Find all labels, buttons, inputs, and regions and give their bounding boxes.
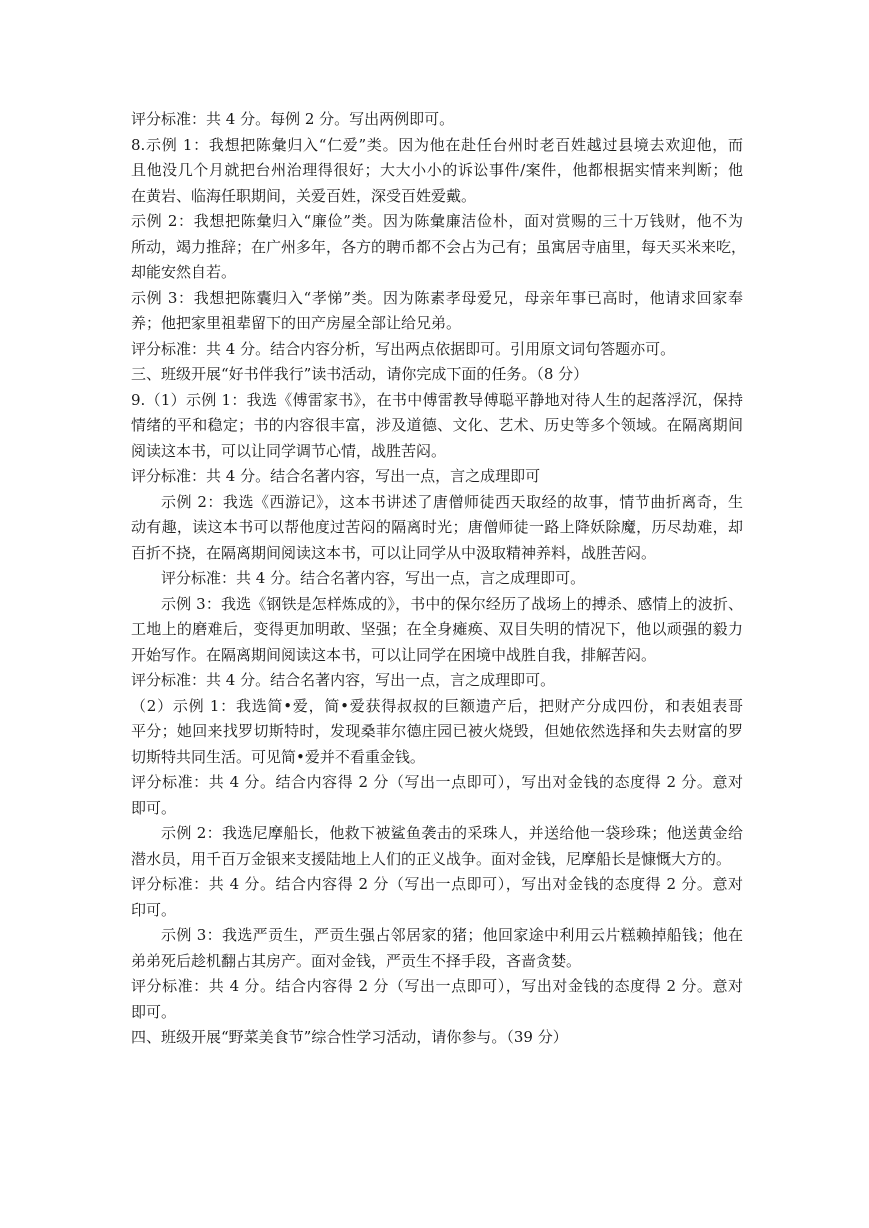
answer-9-2-example-1: （2）示例 1：我选简•爱，简•爱获得叔叔的巨额遗产后，把财产分成四份，和表姐表哥 (131, 696, 743, 715)
answer-9-1-example-3: 示例 3：我选《钢铁是怎样炼成的》，书中的保尔经历了战场上的搏杀、感情上的波折、 (161, 594, 743, 613)
answer-9-1-example-1-cont: 情绪的平和稳定；书的内容很丰富，涉及道德、文化、艺术、历史等多个领域。在隔离期间 (131, 416, 743, 434)
answer-8-example-1-end: 在黄岩、临海任职期间，关爱百姓，深受百姓爱戴。 (131, 186, 477, 205)
scoring-note-end: 印可。 (131, 900, 177, 919)
answer-8-example-2: 示例 2：我想把陈彙归入“廉俭”类。因为陈彙廉洁俭朴，面对赏赐的三十万钱财，他不为 (131, 212, 743, 230)
answer-8-example-1: 8.示例 1：我想把陈彙归入“仁爱”类。因为他在赴任台州时老百姓越过县境去欢迎他，而 (131, 135, 743, 154)
answer-8-example-3-end: 养；他把家里祖辈留下的田产房屋全部让给兄弟。 (131, 314, 462, 332)
scoring-note-end: 即可。 (131, 1002, 177, 1021)
answer-9-1-example-1: 9.（1）示例 1：我选《傅雷家书》，在书中傅雷教导傅聪平静地对待人生的起落浮沉，保持 (131, 390, 743, 409)
answer-8-example-3: 示例 3：我想把陈囊归入“孝悌”类。因为陈素孝母爱兄，母亲年事已高时，他请求回家奉 (131, 288, 743, 307)
scoring-note: 评分标准：共 4 分。结合内容得 2 分（写出一点即可），写出对金钱的态度得 2 分。意对 (131, 875, 743, 893)
scoring-note: 评分标准：共 4 分。结合名著内容，写出一点，言之成理即可。 (131, 671, 556, 689)
scoring-note: 评分标准：共 4 分。每例 2 分。写出两例即可。 (131, 110, 455, 128)
section-heading: 四、班级开展“野菜美食节”综合性学习活动，请你参与。（39 分） (131, 1028, 568, 1046)
answer-8-example-2-cont: 所动，竭力推辞；在广州多年，各方的聘币都不会占为己有；虽寓居寺庙里，每天买米来吃， (131, 237, 747, 256)
scoring-note: 评分标准：共 4 分。结合内容分析，写出两点依据即可。引用原文词句答题亦可。 (131, 339, 676, 358)
answer-9-1-example-2-end: 百折不挠，在隔离期间阅读这本书，可以让同学从中汲取精神养料，战胜苦闷。 (131, 543, 657, 562)
answer-9-2-example-3: 示例 3：我选严贡生，严贡生强占邻居家的猪；他回家途中利用云片糕赖掉船钱；他在 (161, 926, 743, 944)
answer-9-2-example-1-cont: 平分；她回来找罗切斯特时，发现桑菲尔德庄园已被火烧毁，但她依然选择和失去财富的罗 (131, 722, 743, 740)
scoring-note: 评分标准：共 4 分。结合名著内容，写出一点，言之成理即可。 (161, 569, 586, 587)
answer-8-example-2-end: 却能安然自若。 (131, 263, 237, 281)
answer-9-1-example-1-end: 阅读这本书，可以让同学调节心情，战胜苦闷。 (131, 441, 447, 460)
section-heading: 三、班级开展“好书伴我行”读书活动，请你完成下面的任务。（8 分） (131, 365, 589, 383)
answer-9-2-example-2-end: 潜水员，用千百万金银来支援陆地上人们的正义战争。面对金钱，尼摩船长是慷慨大方的。 (131, 849, 732, 868)
answer-9-2-example-3-end: 弟弟死后趁机翻占其房产。面对金钱，严贡生不择手段，吝啬贪婪。 (131, 951, 582, 970)
answer-9-2-example-2: 示例 2：我选尼摩船长，他救下被鲨鱼袭击的采珠人，并送给他一袋珍珠；他送黄金给 (161, 824, 743, 842)
answer-9-1-example-2-cont: 动有趣，读这本书可以帮他度过苦闷的隔离时光；唐僧师徒一路上降妖除魔，历尽劫难，却 (131, 518, 743, 536)
document-page (131, 107, 747, 1051)
scoring-note: 评分标准：共 4 分。结合内容得 2 分（写出一点即可），写出对金钱的态度得 2 分。意对 (131, 977, 743, 995)
answer-9-1-example-3-cont: 工地上的磨难后，变得更加明敢、坚强；在全身瘫痪、双目失明的情况下，他以顽强的毅力 (131, 620, 743, 638)
scoring-note-end: 即可。 (131, 798, 177, 817)
answer-8-example-1-cont: 且他没几个月就把台州治理得很好；大大小小的诉讼事件/案件，他都根据实情来判断；他 (131, 161, 743, 179)
answer-9-1-example-2: 示例 2：我选《西游记》，这本书讲述了唐僧师徒西天取经的故事，情节曲折离奇，生 (161, 492, 743, 511)
answer-9-2-example-1-end: 切斯特共同生活。可见简•爱并不看重金钱。 (131, 747, 425, 766)
scoring-note: 评分标准：共 4 分。结合名著内容，写出一点，言之成理即可 (131, 467, 541, 485)
answer-9-1-example-3-end: 开始写作。在隔离期间阅读这本书，可以让同学在困境中战胜自我，排解苦闷。 (131, 645, 657, 664)
scoring-note: 评分标准：共 4 分。结合内容得 2 分（写出一点即可），写出对金钱的态度得 2 分。意对 (131, 773, 743, 791)
